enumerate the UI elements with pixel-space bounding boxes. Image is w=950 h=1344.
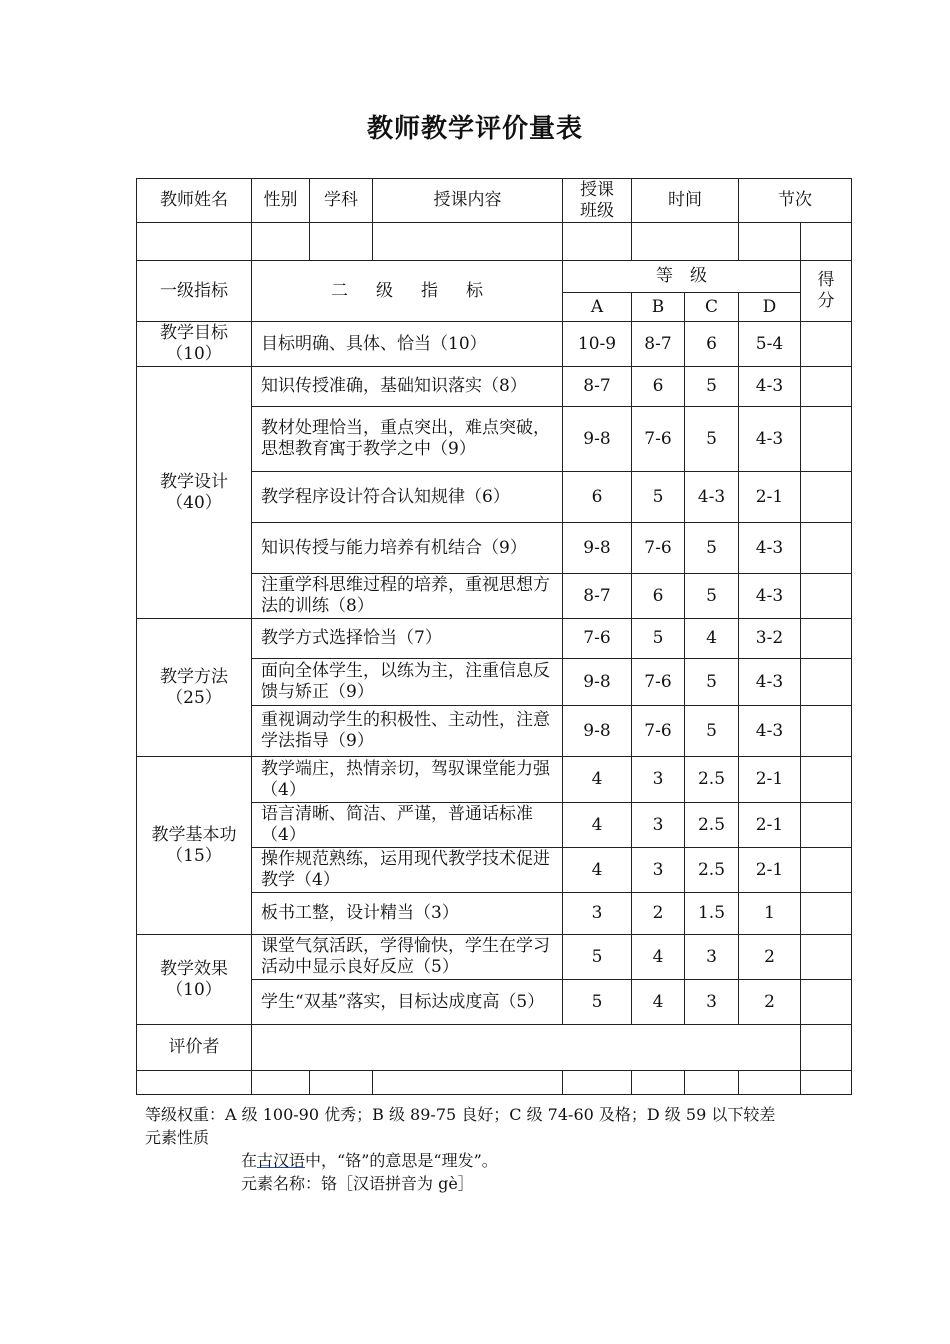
- score-cell[interactable]: [801, 757, 852, 803]
- category-goal: 教学目标 （10）: [137, 322, 252, 367]
- grade-weights-note: 等级权重：A 级 100-90 优秀；B 级 89-75 良好；C 级 74-60 及格；D 级 59 以下较差: [145, 1105, 776, 1124]
- evaluator-label: 评价者: [137, 1025, 252, 1071]
- grade-a-value: 8-7: [563, 574, 632, 619]
- grade-b-value: 6: [632, 574, 685, 619]
- grade-a-value: 9-8: [563, 706, 632, 757]
- grade-b-value: 7-6: [632, 659, 685, 706]
- category-method: 教学方法 （25）: [137, 619, 252, 757]
- page-title: 教师教学评价量表: [366, 114, 583, 144]
- grade-d-value: 3-2: [739, 619, 801, 659]
- grade-a-value: 4: [563, 803, 632, 848]
- class-cell[interactable]: [563, 223, 632, 261]
- grade-a-value: 3: [563, 893, 632, 935]
- grade-d-value: 4-3: [739, 706, 801, 757]
- element-property-label: 元素性质: [145, 1128, 210, 1147]
- score-cell[interactable]: [801, 523, 852, 574]
- table-row: [137, 935, 852, 980]
- grade-d-value: 4-3: [739, 407, 801, 472]
- score-cell[interactable]: [801, 407, 852, 472]
- grade-b-value: 4: [632, 935, 685, 980]
- grade-b-value: 5: [632, 472, 685, 523]
- score-cell[interactable]: [801, 619, 852, 659]
- content-header: 授课内容: [373, 179, 563, 223]
- grade-b-value: 4: [632, 980, 685, 1025]
- grade-a-value: 9-8: [563, 523, 632, 574]
- level2-header: 二 级 指 标: [252, 261, 563, 322]
- grade-a-value: 5: [563, 935, 632, 980]
- grade-a-value: 5: [563, 980, 632, 1025]
- grade-d-value: 4-3: [739, 367, 801, 407]
- category-basic-skill: 教学基本功 （15）: [137, 757, 252, 935]
- grade-d-value: 2: [739, 980, 801, 1025]
- note-line-1: 在古汉语中，“铬”的意思是“理发”。: [241, 1151, 498, 1170]
- grade-b-value: 6: [632, 367, 685, 407]
- table-row: [137, 322, 852, 367]
- category-design: 教学设计 （40）: [137, 367, 252, 619]
- grade-b-value: 7-6: [632, 706, 685, 757]
- grade-a-value: 7-6: [563, 619, 632, 659]
- grade-b-value: 7-6: [632, 407, 685, 472]
- criterion-text: 板书工整，设计精当（3）: [252, 893, 563, 935]
- notes: [145, 1103, 825, 1195]
- grade-a-value: 8-7: [563, 367, 632, 407]
- grade-b-value: 3: [632, 848, 685, 893]
- score-cell[interactable]: [801, 706, 852, 757]
- grade-d-value: 2: [739, 935, 801, 980]
- score-cell[interactable]: [801, 980, 852, 1025]
- criterion-text: 教学端庄，热情亲切，驾驭课堂能力强（4）: [252, 757, 563, 803]
- level1-header: 一级指标: [137, 261, 252, 322]
- grade-d-value: 4-3: [739, 659, 801, 706]
- subject-cell[interactable]: [310, 223, 373, 261]
- table-row: [137, 619, 852, 659]
- score-cell[interactable]: [801, 935, 852, 980]
- criterion-text: 知识传授与能力培养有机结合（9）: [252, 523, 563, 574]
- grade-b-value: 8-7: [632, 322, 685, 367]
- grade-d-value: 4-3: [739, 574, 801, 619]
- subject-header: 学科: [310, 179, 373, 223]
- criterion-text: 目标明确、具体、恰当（10）: [252, 322, 563, 367]
- criterion-text: 语言清晰、简洁、严谨，普通话标准（4）: [252, 803, 563, 848]
- score-cell[interactable]: [801, 322, 852, 367]
- criterion-text: 重视调动学生的积极性、主动性，注意学法指导（9）: [252, 706, 563, 757]
- grade-a-value: 4: [563, 757, 632, 803]
- table-row: [137, 367, 852, 407]
- grade-b-header: B: [632, 293, 685, 322]
- criterion-text: 面向全体学生，以练为主，注重信息反馈与矫正（9）: [252, 659, 563, 706]
- grade-d-value: 2-1: [739, 803, 801, 848]
- score-cell[interactable]: [801, 803, 852, 848]
- class-header: [563, 179, 632, 223]
- teacher-name-header: 教师姓名: [137, 179, 252, 223]
- criterion-text: 课堂气氛活跃，学得愉快，学生在学习活动中显示良好反应（5）: [252, 935, 563, 980]
- content-cell[interactable]: [373, 223, 563, 261]
- grade-d-value: 4-3: [739, 523, 801, 574]
- score-cell[interactable]: [801, 659, 852, 706]
- grade-c-value: 3: [685, 935, 739, 980]
- grade-c-header: C: [685, 293, 739, 322]
- grade-d-header: D: [739, 293, 801, 322]
- score-cell[interactable]: [801, 574, 852, 619]
- grade-b-value: 2: [632, 893, 685, 935]
- class-header-line1: 授课: [580, 179, 614, 200]
- grade-a-value: 10-9: [563, 322, 632, 367]
- blank-row: [137, 1071, 852, 1095]
- grade-a-value: 9-8: [563, 659, 632, 706]
- time-header: 时间: [632, 179, 739, 223]
- gender-header: 性别: [252, 179, 310, 223]
- grade-c-value: 2.5: [685, 803, 739, 848]
- grade-a-header: A: [563, 293, 632, 322]
- criterion-text: 教学程序设计符合认知规律（6）: [252, 472, 563, 523]
- grade-c-value: 1.5: [685, 893, 739, 935]
- grade-header: 等 级: [563, 261, 801, 293]
- ancient-chinese-link[interactable]: 古汉语: [257, 1151, 306, 1170]
- grade-c-value: 2.5: [685, 757, 739, 803]
- time-cell[interactable]: [632, 223, 739, 261]
- grade-c-value: 5: [685, 659, 739, 706]
- grade-c-value: 5: [685, 523, 739, 574]
- grade-c-value: 5: [685, 367, 739, 407]
- criterion-text: 学生“双基”落实，目标达成度高（5）: [252, 980, 563, 1025]
- grade-d-value: 1: [739, 893, 801, 935]
- grade-b-value: 3: [632, 757, 685, 803]
- period-cell[interactable]: [739, 223, 801, 261]
- header-input-row: [137, 223, 852, 261]
- grade-a-value: 9-8: [563, 407, 632, 472]
- grade-b-value: 5: [632, 619, 685, 659]
- score-cell[interactable]: [801, 472, 852, 523]
- note-line-2: 元素名称：铬［汉语拼音为 gè］: [241, 1174, 474, 1193]
- grade-c-value: 5: [685, 407, 739, 472]
- gender-cell[interactable]: [252, 223, 310, 261]
- grade-d-value: 2-1: [739, 472, 801, 523]
- evaluation-table: [136, 178, 852, 1095]
- evaluator-row: [137, 1025, 852, 1071]
- period-header: 节次: [739, 179, 852, 223]
- class-header-line2: 班级: [580, 200, 614, 221]
- evaluator-extra[interactable]: [801, 1025, 852, 1071]
- grade-a-value: 6: [563, 472, 632, 523]
- index-header-row: [137, 261, 852, 293]
- grade-d-value: 2-1: [739, 848, 801, 893]
- grade-c-value: 3: [685, 980, 739, 1025]
- grade-c-value: 6: [685, 322, 739, 367]
- criterion-text: 教材处理恰当，重点突出，难点突破，思想教育寓于教学之中（9）: [252, 407, 563, 472]
- evaluator-field[interactable]: [252, 1025, 801, 1071]
- grade-c-value: 5: [685, 706, 739, 757]
- teacher-name-cell[interactable]: [137, 223, 252, 261]
- criterion-text: 知识传授准确，基础知识落实（8）: [252, 367, 563, 407]
- grade-c-value: 5: [685, 574, 739, 619]
- header-row: [137, 179, 852, 223]
- category-effect: 教学效果 （10）: [137, 935, 252, 1025]
- grade-b-value: 7-6: [632, 523, 685, 574]
- table-row: [137, 757, 852, 803]
- grade-c-value: 4-3: [685, 472, 739, 523]
- grade-c-value: 2.5: [685, 848, 739, 893]
- criterion-text: 注重学科思维过程的培养，重视思想方法的训练（8）: [252, 574, 563, 619]
- grade-b-value: 3: [632, 803, 685, 848]
- grade-d-value: 2-1: [739, 757, 801, 803]
- period-cell-extra[interactable]: [801, 223, 852, 261]
- score-cell[interactable]: [801, 848, 852, 893]
- grade-a-value: 4: [563, 848, 632, 893]
- score-cell[interactable]: [801, 367, 852, 407]
- grade-d-value: 5-4: [739, 322, 801, 367]
- grade-c-value: 4: [685, 619, 739, 659]
- score-cell[interactable]: [801, 893, 852, 935]
- criterion-text: 教学方式选择恰当（7）: [252, 619, 563, 659]
- score-header: 得 分: [801, 261, 852, 322]
- criterion-text: 操作规范熟练，运用现代教学技术促进教学（4）: [252, 848, 563, 893]
